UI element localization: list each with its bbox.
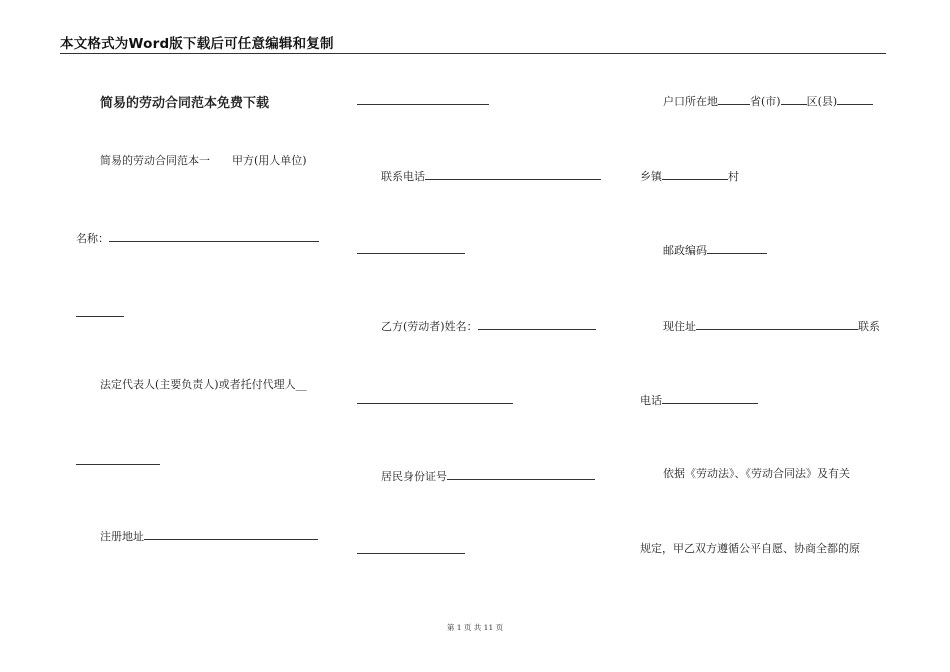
phone-blank: [425, 168, 601, 180]
worker-name-label: 乙方(劳动者)姓名：: [381, 320, 478, 333]
phone2-field: [640, 392, 758, 408]
phone-field: [381, 168, 601, 184]
postcode-blank: [707, 242, 767, 254]
postcode-field: [663, 242, 767, 258]
province-label: 省(市): [750, 95, 781, 108]
phone2-label: 电话: [640, 394, 662, 407]
registered-address-blank: [144, 528, 318, 540]
hukou-blank-1: [718, 93, 750, 105]
blank-line: [357, 104, 489, 105]
employer-name-field: [76, 230, 319, 246]
hukou-blank-3: [837, 93, 873, 105]
current-address-field: [663, 318, 880, 334]
phone-label: 联系电话: [381, 170, 425, 183]
employer-name-blank: [109, 230, 319, 242]
header-divider: [60, 53, 886, 54]
legal-representative: 法定代表人(主要负责人)或者托付代理人__: [100, 378, 307, 391]
page-number: 第 1 页 共 11 页: [446, 623, 504, 632]
worker-name-field: [381, 318, 596, 334]
town-blank: [662, 168, 728, 180]
postcode-label: 邮政编码: [663, 244, 707, 257]
village-label: 村: [728, 170, 739, 183]
registered-address-field: [100, 528, 318, 544]
registered-address-label: 注册地址: [100, 530, 144, 543]
principle-text: 规定，甲乙双方遵循公平自愿、协商全都的原: [640, 542, 860, 555]
town-field: [640, 168, 739, 184]
hukou-blank-2: [781, 93, 807, 105]
page-header: 本文格式为Word版下载后可任意编辑和复制: [60, 36, 334, 52]
worker-name-blank: [478, 318, 596, 330]
legal-basis-text: 依据《劳动法》、《劳动合同法》及有关: [663, 467, 850, 480]
town-label: 乡镇: [640, 170, 662, 183]
phone2-blank: [662, 392, 758, 404]
document-title: 简易的劳动合同范本免费下载: [100, 96, 270, 111]
contact-label: 联系: [858, 320, 880, 333]
hukou-field: [663, 93, 873, 109]
blank-line: [76, 464, 160, 465]
blank-line: [76, 316, 124, 317]
employer-name-label: 名称：: [76, 232, 109, 245]
current-address-label: 现住址: [663, 320, 696, 333]
id-number-label: 居民身份证号: [381, 470, 447, 483]
hukou-label: 户口所在地: [663, 95, 718, 108]
blank-line: [357, 253, 465, 254]
district-label: 区(县): [806, 95, 838, 108]
blank-line: [357, 553, 465, 554]
contract-intro: 简易的劳动合同范本一 甲方(用人单位): [100, 154, 307, 167]
id-number-field: [381, 468, 595, 484]
current-address-blank: [696, 318, 858, 330]
blank-line: [357, 403, 513, 404]
id-number-blank: [447, 468, 595, 480]
